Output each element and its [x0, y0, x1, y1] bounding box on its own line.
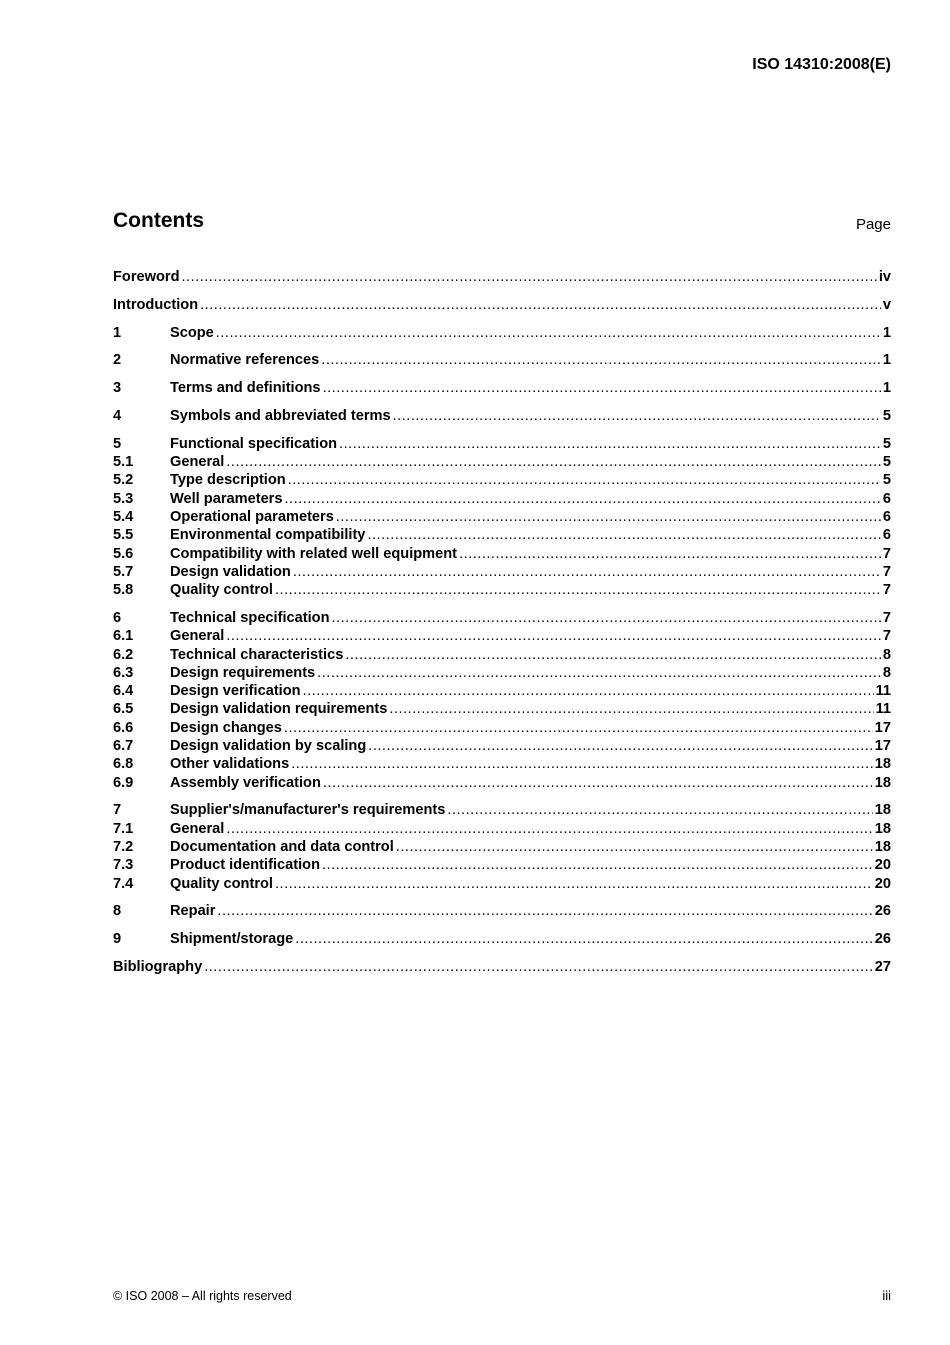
- toc-entry[interactable]: [113, 774, 891, 792]
- toc-entry-page: 5: [882, 454, 891, 471]
- toc-entry-number: 5.3: [113, 490, 134, 507]
- toc-dot-leader: [447, 801, 872, 819]
- toc-entry-title: Symbols and abbreviated terms: [170, 407, 391, 424]
- toc-entry-title: Repair: [170, 903, 216, 920]
- toc-entry-title: Shipment/storage: [170, 931, 294, 948]
- toc-entry-page: v: [882, 296, 891, 313]
- toc-entry-number: 8: [113, 903, 122, 920]
- toc-entry-title: Other validations: [170, 756, 290, 773]
- toc-entry[interactable]: [113, 296, 891, 314]
- toc-entry-page: 5: [882, 472, 891, 489]
- toc-entry-number: 6.3: [113, 664, 134, 681]
- toc-entry-page: 7: [882, 545, 891, 562]
- toc-entry-number: 5.7: [113, 563, 134, 580]
- toc-dot-leader: [303, 682, 874, 700]
- toc-entry-number: 5.1: [113, 454, 134, 471]
- toc-entry-number: 9: [113, 931, 122, 948]
- toc-dot-leader: [204, 958, 873, 976]
- toc-dot-leader: [284, 719, 873, 737]
- toc-entry-number: 1: [113, 324, 122, 341]
- toc-entry-number: 6.2: [113, 646, 134, 663]
- toc-entry[interactable]: [113, 545, 891, 563]
- toc-entry-number: 7.1: [113, 820, 134, 837]
- toc-entry[interactable]: [113, 875, 891, 893]
- toc-entry-page: 18: [874, 774, 891, 791]
- toc-entry-number: 6.4: [113, 683, 134, 700]
- toc-dot-leader: [226, 820, 872, 838]
- toc-entry[interactable]: [113, 490, 891, 508]
- contents-title: Contents: [113, 209, 204, 232]
- toc-entry-number: 7.4: [113, 875, 134, 892]
- toc-entry-title: Terms and definitions: [170, 380, 321, 397]
- toc-dot-leader: [284, 490, 880, 508]
- toc-entry-page: 20: [874, 857, 891, 874]
- toc-dot-leader: [226, 627, 881, 645]
- toc-entry-title: Design validation: [170, 563, 291, 580]
- toc-entry-page: 26: [874, 931, 891, 948]
- toc-entry-title: Normative references: [170, 352, 320, 369]
- toc-entry[interactable]: [113, 719, 891, 737]
- toc-group: [113, 435, 891, 600]
- toc-dot-leader: [396, 838, 873, 856]
- toc-entry-title: Supplier's/manufacturer's requirements: [170, 802, 446, 819]
- toc-entry-page: 18: [874, 756, 891, 773]
- toc-dot-leader: [321, 351, 881, 369]
- toc-dot-leader: [181, 268, 876, 286]
- toc-entry[interactable]: [113, 627, 891, 645]
- toc-entry-page: 5: [882, 435, 891, 452]
- toc-entry[interactable]: [113, 508, 891, 526]
- toc-entry-page: 20: [874, 875, 891, 892]
- toc-entry-number: 3: [113, 380, 122, 397]
- toc-entry[interactable]: [113, 646, 891, 664]
- toc-entry-title: Assembly verification: [170, 774, 321, 791]
- toc-entry-number: 6: [113, 609, 122, 626]
- toc-entry[interactable]: [113, 737, 891, 755]
- toc-entry-page: 8: [882, 664, 891, 681]
- toc-entry-title: Quality control: [170, 875, 273, 892]
- toc-entry-title: Design validation requirements: [170, 701, 388, 718]
- toc-entry-title: Product identification: [170, 857, 320, 874]
- toc-dot-leader: [323, 379, 881, 397]
- toc-entry[interactable]: [113, 820, 891, 838]
- toc-dot-leader: [339, 435, 881, 453]
- toc-entry-title: General: [170, 454, 225, 471]
- toc-entry-page: 17: [874, 719, 891, 736]
- toc-dot-leader: [275, 875, 873, 893]
- toc-entry-title: Functional specification: [170, 435, 338, 452]
- toc-group: [113, 930, 891, 948]
- toc-entry-number: 5.6: [113, 545, 134, 562]
- toc-entry[interactable]: [113, 700, 891, 718]
- toc-entry-number: 5.2: [113, 472, 134, 489]
- toc-entry[interactable]: [113, 838, 891, 856]
- toc-entry-number: 5.5: [113, 527, 134, 544]
- toc-entry-page: 7: [882, 609, 891, 626]
- toc-dot-leader: [317, 664, 881, 682]
- toc-entry-page: 27: [874, 959, 891, 975]
- toc-dot-leader: [345, 646, 881, 664]
- toc-entry-number: 6.5: [113, 701, 134, 718]
- toc-entry[interactable]: [113, 435, 891, 453]
- toc-entry-page: 11: [875, 683, 891, 700]
- toc-entry-number: 4: [113, 407, 122, 424]
- toc-entry-page: 1: [882, 380, 891, 397]
- toc-entry-number: 6.8: [113, 756, 134, 773]
- toc-group: [113, 407, 891, 425]
- toc-entry-page: 11: [875, 701, 891, 718]
- toc-entry-page: 18: [874, 839, 891, 856]
- toc-entry-page: 26: [874, 903, 891, 920]
- toc-entry-page: 8: [882, 646, 891, 663]
- toc-dot-leader: [367, 526, 880, 544]
- toc-entry-page: iv: [878, 269, 891, 285]
- toc-dot-leader: [217, 902, 872, 920]
- toc-entry[interactable]: [113, 563, 891, 581]
- toc-entry[interactable]: [113, 453, 891, 471]
- toc-group: [113, 801, 891, 892]
- toc-entry-page: 17: [874, 738, 891, 755]
- toc-group: [113, 379, 891, 397]
- toc-entry-page: 7: [882, 563, 891, 580]
- toc-entry-title: Design validation by scaling: [170, 738, 367, 755]
- toc-dot-leader: [368, 737, 873, 755]
- toc-entry-title: Operational parameters: [170, 508, 334, 525]
- toc-group: [113, 902, 891, 920]
- toc-dot-leader: [459, 545, 881, 563]
- toc-dot-leader: [389, 700, 873, 718]
- toc-entry-page: 18: [874, 802, 891, 819]
- toc-entry-number: 5.8: [113, 582, 134, 599]
- toc-dot-leader: [336, 508, 881, 526]
- toc-entry-page: 1: [882, 352, 891, 369]
- page-column-label: Page: [855, 216, 891, 233]
- toc-entry-title: Introduction: [113, 296, 199, 313]
- toc-entry[interactable]: [113, 407, 891, 425]
- toc-dot-leader: [226, 453, 881, 471]
- toc-entry-title: Bibliography: [113, 959, 203, 975]
- toc-entry-title: Scope: [170, 324, 214, 341]
- toc-dot-leader: [291, 755, 873, 773]
- toc-entry-title: General: [170, 820, 225, 837]
- toc-entry-title: Design changes: [170, 719, 282, 736]
- toc-group: [113, 351, 891, 369]
- toc-entry-page: 5: [882, 407, 891, 424]
- footer-page-number: iii: [882, 1288, 891, 1303]
- toc-entry[interactable]: [113, 379, 891, 397]
- toc-entry-number: 6.6: [113, 719, 134, 736]
- toc-entry-title: Technical characteristics: [170, 646, 344, 663]
- toc-entry[interactable]: [113, 958, 891, 976]
- toc-entry-title: Design requirements: [170, 664, 316, 681]
- toc-entry[interactable]: [113, 581, 891, 599]
- toc-entry-title: Documentation and data control: [170, 839, 394, 856]
- toc-entry-number: 5.4: [113, 508, 134, 525]
- toc-entry[interactable]: [113, 902, 891, 920]
- toc-entry[interactable]: [113, 930, 891, 948]
- toc-entry[interactable]: [113, 801, 891, 819]
- toc-entry-title: General: [170, 628, 225, 645]
- toc-entry-number: 7.3: [113, 857, 134, 874]
- toc-entry-page: 6: [882, 527, 891, 544]
- toc-entry-title: Design verification: [170, 683, 301, 700]
- header-doc-code: ISO 14310:2008(E): [752, 56, 891, 73]
- toc-entry[interactable]: [113, 609, 891, 627]
- toc-entry-title: Type description: [170, 472, 286, 489]
- toc-entry-page: 7: [882, 628, 891, 645]
- toc-entry[interactable]: [113, 268, 891, 286]
- toc-entry-number: 6.9: [113, 774, 134, 791]
- toc-entry[interactable]: [113, 856, 891, 874]
- table-of-contents: [113, 268, 891, 986]
- toc-dot-leader: [393, 407, 881, 425]
- toc-entry-number: 5: [113, 435, 122, 452]
- toc-entry-title: Foreword: [113, 269, 180, 285]
- toc-entry-title: Technical specification: [170, 609, 330, 626]
- toc-group: [113, 268, 891, 286]
- toc-dot-leader: [295, 930, 873, 948]
- toc-entry-page: 1: [882, 324, 891, 341]
- toc-dot-leader: [216, 324, 881, 342]
- toc-entry-page: 18: [874, 820, 891, 837]
- toc-dot-leader: [275, 581, 881, 599]
- toc-group: [113, 609, 891, 792]
- toc-group: [113, 958, 891, 976]
- toc-entry-number: 6.1: [113, 628, 134, 645]
- toc-entry[interactable]: [113, 471, 891, 489]
- toc-dot-leader: [200, 296, 881, 314]
- toc-entry-title: Environmental compatibility: [170, 527, 366, 544]
- toc-entry[interactable]: [113, 682, 891, 700]
- toc-dot-leader: [288, 471, 881, 489]
- toc-dot-leader: [322, 856, 873, 874]
- toc-entry-page: 7: [882, 582, 891, 599]
- footer-copyright: © ISO 2008 – All rights reserved: [113, 1289, 292, 1303]
- toc-group: [113, 296, 891, 314]
- toc-entry-number: 6.7: [113, 738, 134, 755]
- toc-entry-number: 7: [113, 802, 122, 819]
- toc-dot-leader: [293, 563, 881, 581]
- toc-entry-page: 6: [882, 508, 891, 525]
- toc-entry-title: Compatibility with related well equipment: [170, 545, 458, 562]
- toc-entry-number: 7.2: [113, 839, 134, 856]
- toc-entry[interactable]: [113, 526, 891, 544]
- toc-group: [113, 324, 891, 342]
- toc-entry-number: 2: [113, 352, 122, 369]
- toc-dot-leader: [323, 774, 873, 792]
- toc-entry[interactable]: [113, 664, 891, 682]
- toc-entry-title: Well parameters: [170, 490, 283, 507]
- toc-entry-page: 6: [882, 490, 891, 507]
- toc-entry[interactable]: [113, 351, 891, 369]
- toc-dot-leader: [332, 609, 881, 627]
- toc-entry[interactable]: [113, 324, 891, 342]
- toc-entry-title: Quality control: [170, 582, 273, 599]
- toc-entry[interactable]: [113, 755, 891, 773]
